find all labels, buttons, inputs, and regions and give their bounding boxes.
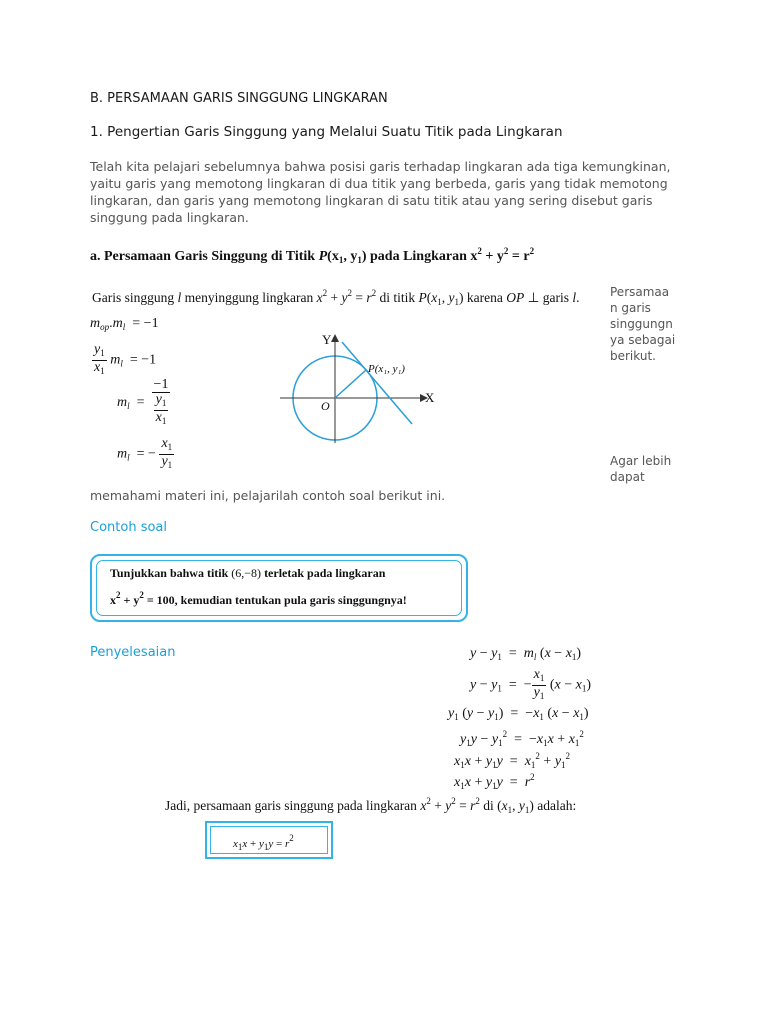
origin-label: O bbox=[321, 399, 330, 413]
part-a-prefix: a. Persamaan Garis Singgung di Titik bbox=[90, 249, 319, 264]
statement-l2: l bbox=[572, 290, 577, 305]
side-note-line: ya sebagai bbox=[610, 333, 676, 347]
example-line-1 bbox=[110, 566, 385, 581]
side-note-line: singgungn bbox=[610, 317, 673, 331]
side-note-2 bbox=[610, 453, 671, 485]
derivation-line-4: $m_l$ = − $\frac{x_1}{y_1}$ bbox=[117, 436, 173, 470]
example-heading: Contoh soal bbox=[90, 520, 167, 535]
conclusion-suffix: adalah: bbox=[533, 798, 577, 813]
intro-line: singgung pada lingkaran. bbox=[90, 210, 249, 225]
side-note-line: Agar lebih bbox=[610, 454, 672, 468]
intro-line: yaitu garis yang memotong lingkaran di dua titik yang berbeda, garis yang tidak memotong bbox=[90, 176, 668, 191]
intro-line: Telah kita pelajari sebelumnya bahwa posisi garis terhadap lingkaran ada tiga kemungkinan, bbox=[90, 159, 671, 174]
example-prefix: Tunjukkan bahwa titik bbox=[110, 566, 232, 580]
solution-eq-6: $x_1x + y_1y = r^2$ bbox=[454, 772, 535, 791]
statement-prefix: Garis singgung bbox=[92, 290, 178, 305]
neg-one: −1 bbox=[143, 316, 159, 331]
example-box bbox=[90, 554, 468, 622]
side-note-1 bbox=[610, 284, 675, 364]
statement-mid2: di titik bbox=[376, 290, 419, 305]
side-note-line: n garis bbox=[610, 301, 651, 315]
y-axis-label: Y bbox=[322, 332, 332, 347]
subsection-title: 1. Pengertian Garis Singgung yang Melalui Suatu Titik pada Lingkaran bbox=[90, 124, 563, 140]
statement-end: . bbox=[576, 290, 580, 305]
solution-eq-4: $y_1y - y_1^2 = -x_1x + x_1^2$ bbox=[460, 729, 584, 748]
part-a-heading: a. Persamaan Garis Singgung di Titik $P(x_1$, $y_1$) pada Lingkaran $x^2 + y^2 = r^2$ bbox=[90, 246, 535, 265]
solution-eq-1: $y - y_1 = m_l$ $(x - x_1)$ bbox=[470, 646, 582, 662]
solution-eq-5: $x_1x + y_1y = x_1^2 + y_1^2$ bbox=[454, 751, 571, 770]
tangent-diagram bbox=[280, 328, 440, 446]
answer-formula: $x_1x + y_1y = r^2$ bbox=[233, 833, 294, 852]
statement-l: l bbox=[177, 290, 182, 305]
statement-op: OP bbox=[506, 290, 525, 305]
minus-sign: − bbox=[148, 446, 156, 462]
conclusion-line: Jadi, persamaan garis singgung pada lingkaran $x^2 + y^2 = r^2$ di ($x_1$, $y_1$) adalah: bbox=[165, 796, 577, 815]
side-note-line: berikut. bbox=[610, 349, 656, 363]
x-axis-label: X bbox=[425, 390, 435, 405]
eq-sign: = bbox=[136, 446, 145, 462]
tangent-statement: Garis singgung l menyinggung lingkaran $x^2 + y^2 = r^2$ di titik $P(x_1$, $y_1$) karena OP ⊥ garis l. bbox=[92, 288, 580, 307]
point-label: P(x₁, y₁) bbox=[368, 363, 405, 375]
part-a-middle: pada Lingkaran bbox=[366, 249, 471, 264]
radius-op bbox=[335, 370, 366, 398]
continuation-text: memahami materi ini, pelajarilah contoh soal berikut ini. bbox=[90, 488, 446, 503]
side-note-line: dapat bbox=[610, 470, 645, 484]
conclusion-mid: di bbox=[479, 798, 498, 813]
conclusion-prefix: Jadi, persamaan garis singgung pada lingkaran bbox=[165, 798, 421, 813]
derivation-line-1: $m_{op}.m_l = -1$ bbox=[90, 316, 159, 332]
example-line2-suffix: = 100, kemudian tentukan pula garis singgungnya! bbox=[143, 593, 407, 607]
eq-sign: = bbox=[129, 352, 138, 368]
statement-mid1: menyinggung lingkaran bbox=[181, 290, 317, 305]
solution-eq-3: $y_1$ $(y - y_1) = -x_1$ $(x - x_1)$ bbox=[448, 706, 589, 722]
derivation-line-3: $m_l$ = $\frac{-1}{\frac{y_1}{x_1}}$ bbox=[117, 377, 169, 426]
neg-one: −1 bbox=[141, 352, 157, 368]
statement-perp: ⊥ bbox=[524, 290, 543, 305]
statement-mid3: karena bbox=[463, 290, 507, 305]
statement-garis: garis bbox=[542, 290, 573, 305]
solution-eq-2: $y - y_1$ = − $\frac{x_1}{y_1}$ $(x - x_1)$ bbox=[470, 667, 592, 701]
y-axis-arrow bbox=[331, 334, 339, 342]
eq-sign: = bbox=[136, 395, 145, 411]
derivation-line-2: $\frac{y_1}{x_1}$ $m_l = -1$ bbox=[94, 342, 157, 376]
solution-heading: Penyelesaian bbox=[90, 645, 176, 660]
answer-box bbox=[205, 821, 333, 859]
eq-sign: = bbox=[132, 316, 141, 331]
example-point: (6,−8) bbox=[231, 566, 262, 580]
example-suffix: terletak pada lingkaran bbox=[261, 566, 386, 580]
neg-one: −1 bbox=[153, 377, 169, 392]
intro-line: lingkaran, dan garis yang memotong lingkaran di satu titik atau yang sering disebut garis bbox=[90, 193, 653, 208]
side-note-line: Persamaa bbox=[610, 285, 670, 299]
intro-paragraph bbox=[90, 158, 690, 226]
example-line-2: $x^2 + y^2 = 100$, kemudian tentukan pula garis singgungnya! bbox=[110, 590, 407, 607]
section-title: B. PERSAMAAN GARIS SINGGUNG LINGKARAN bbox=[90, 91, 388, 106]
